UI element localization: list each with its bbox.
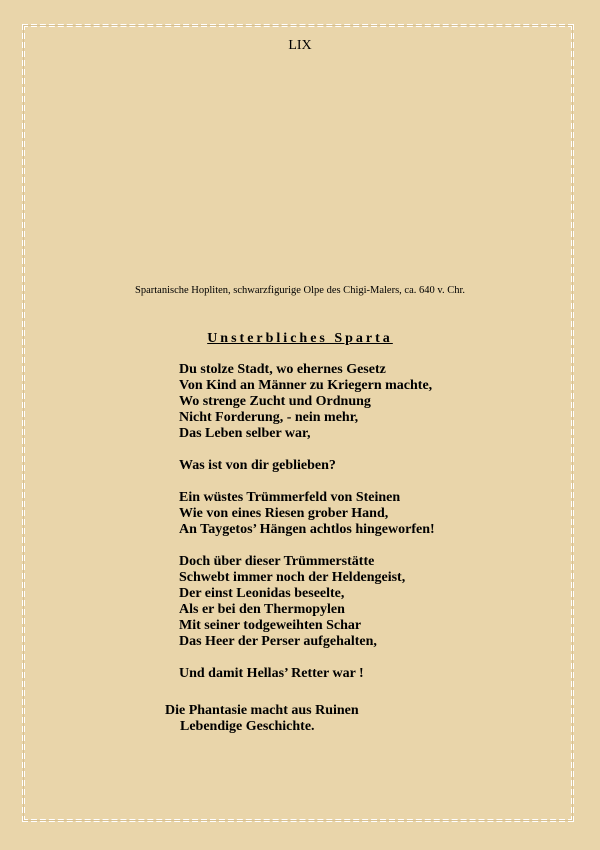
poem-line: Was ist von dir geblieben?: [179, 458, 336, 473]
poem-stanza-2: [179, 458, 435, 474]
poem-stanza-3: [179, 490, 435, 538]
poem-line: Doch über dieser Trümmerstätte: [179, 554, 375, 569]
poem-line: Wie von eines Riesen grober Hand,: [179, 506, 389, 521]
poem-line: Wo strenge Zucht und Ordnung: [179, 394, 371, 409]
poem-line: Du stolze Stadt, wo ehernes Gesetz: [179, 362, 386, 377]
poem-stanza-5: [179, 666, 435, 682]
poem-line: Das Leben selber war,: [179, 426, 311, 441]
poem-line: Nicht Forderung, - nein mehr,: [179, 410, 359, 425]
poem-line: Ein wüstes Trümmerfeld von Steinen: [179, 490, 401, 505]
poem-line: An Taygetos’ Hängen achtlos hingeworfen!: [179, 522, 435, 537]
poem-line: Der einst Leonidas beseelte,: [179, 586, 345, 601]
poem-stanza-1: [179, 362, 435, 442]
poem-line: Mit seiner todgeweihten Schar: [179, 618, 362, 633]
poem-line: Schwebt immer noch der Heldengeist,: [179, 570, 406, 585]
image-caption: Spartanische Hopliten, schwarzfigurige Olpe des Chigi-Malers, ca. 640 v. Chr.: [135, 285, 465, 296]
poem-line: Das Heer der Perser aufgehalten,: [179, 634, 377, 649]
closing-line: Lebendige Geschichte.: [180, 719, 315, 734]
closing-verse: [165, 703, 359, 735]
poem-line: Und damit Hellas’ Retter war !: [179, 666, 364, 681]
poem-title: Unsterbliches Sparta: [207, 331, 393, 346]
page-number: LIX: [288, 38, 312, 53]
poem-line: Als er bei den Thermopylen: [179, 602, 345, 617]
poem-body: [179, 362, 435, 698]
poem-line: Von Kind an Männer zu Kriegern machte,: [179, 378, 433, 393]
closing-line: Die Phantasie macht aus Ruinen: [165, 703, 359, 718]
poem-stanza-4: [179, 554, 435, 650]
